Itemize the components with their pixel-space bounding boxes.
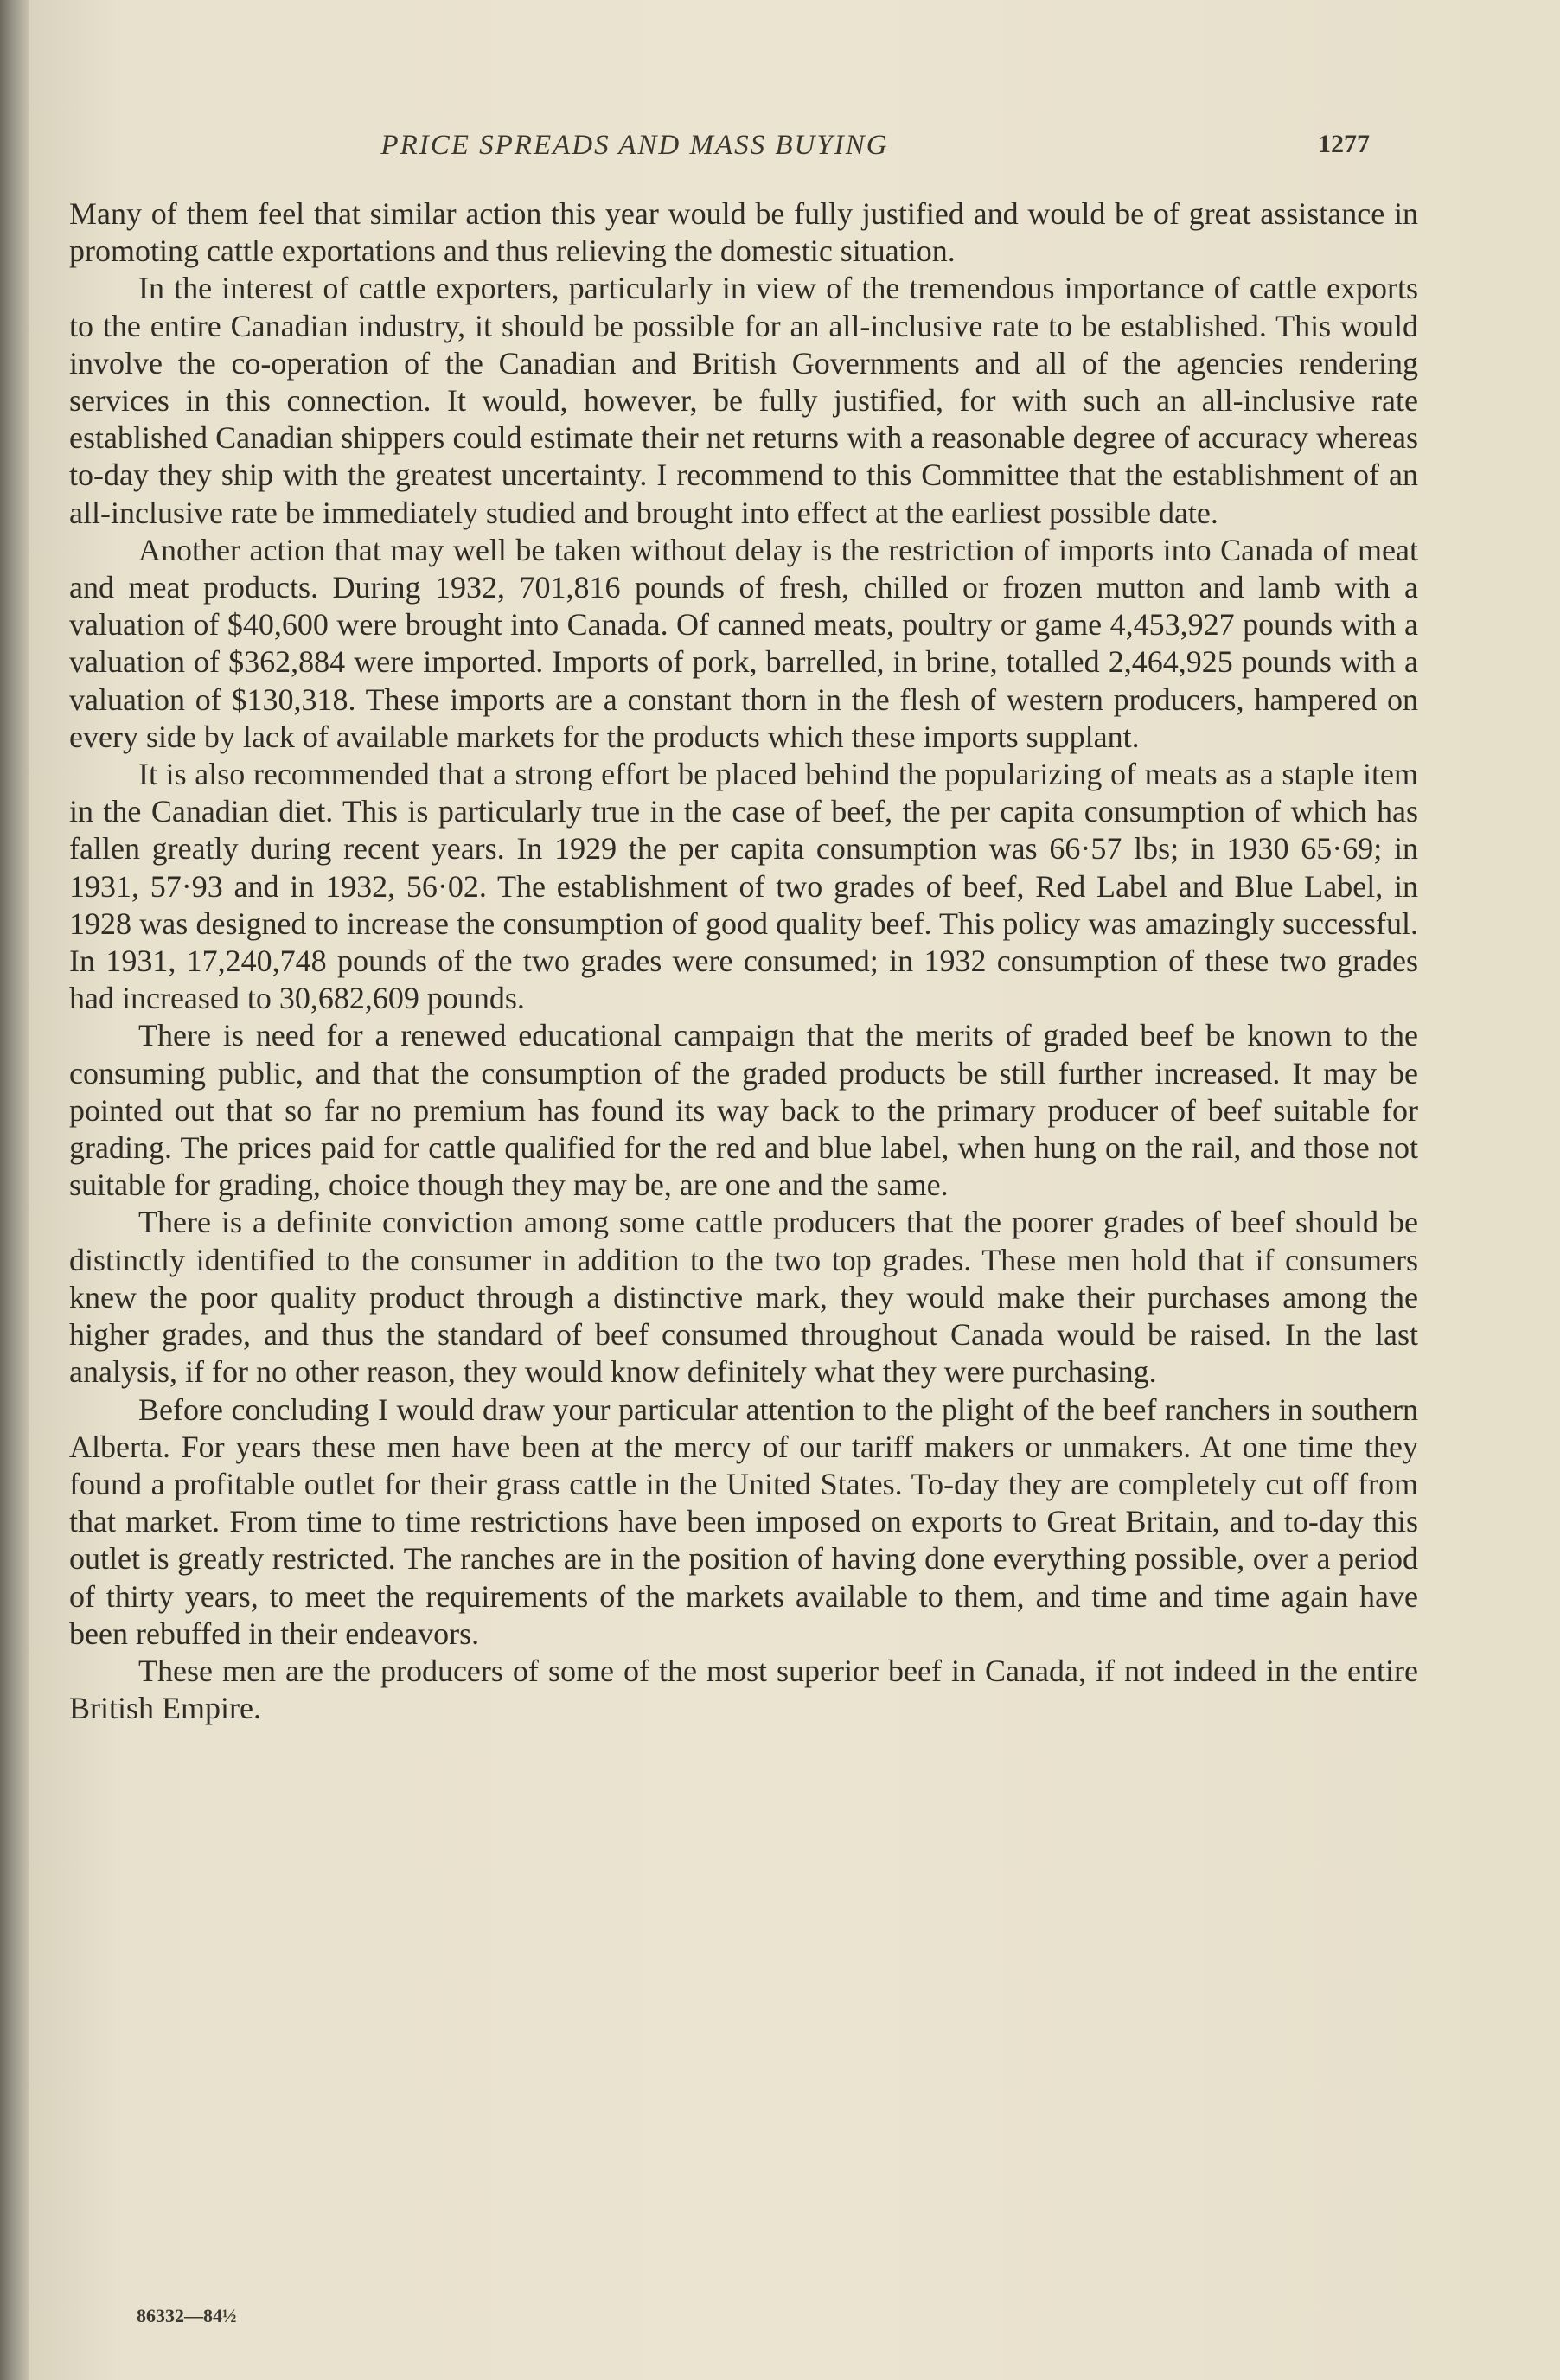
page-number: 1277 <box>1318 130 1370 158</box>
paragraph-8: These men are the producers of some of the most superior beef in Canada, if not indeed in the entire British Empire. <box>69 1653 1418 1726</box>
book-spine <box>0 0 29 2380</box>
printer-code: 86332—84½ <box>137 2305 237 2326</box>
paragraph-1: Many of them feel that similar action this year would be fully justified and would be of great assistance in promoting cattle exportations and thus relieving the domestic situation. <box>69 196 1418 269</box>
body-text <box>69 195 1418 1727</box>
page-header <box>29 130 1387 173</box>
book-page <box>29 0 1560 2380</box>
paragraph-7: Before concluding I would draw your particular attention to the plight of the beef ranchers in southern Alberta. For years these men have been at the mercy of our tariff makers or unmakers. At one time they found a profitable outlet for their grass cattle in the United States. To-day they are completely cut off from that market. From time to time restrictions have been imposed on exports to Great Britain, and to-day this outlet is greatly restricted. The ranches are in the position of having done everything possible, over a period of thirty years, to meet the requirements of the markets available to them, and time and time again have been rebuffed in their endeavors. <box>69 1392 1418 1651</box>
paragraph-2: In the interest of cattle exporters, particularly in view of the tremendous importance of cattle exports to the entire Canadian industry, it should be possible for an all-inclusive rate to be established. This would involve the co-operation of the Canadian and British Governments and all of the agencies rendering services in this connection. It would, however, be fully justified, for with such an all-inclusive rate established Canadian shippers could estimate their net returns with a reasonable degree of accuracy whereas to-day they ship with the greatest uncertainty. I recommend to this Committee that the establishment of an all-inclusive rate be immediately studied and brought into effect at the earliest possible date. <box>69 271 1418 530</box>
paragraph-5: There is need for a renewed educational campaign that the merits of graded beef be known to the consuming public, and that the consumption of the graded products be still further increased. It may be pointed out that so far no premium has found its way back to the primary producer of beef suitable for grading. The prices paid for cattle qualified for the red and blue label, when hung on the rail, and those not suitable for grading, choice though they may be, are one and the same. <box>69 1018 1418 1203</box>
running-title: PRICE SPREADS AND MASS BUYING <box>380 130 889 161</box>
paragraph-6: There is a definite conviction among some cattle producers that the poorer grades of beef should be distinctly identified to the consumer in addition to the two top grades. These men hold that if consumers knew the poor quality product through a distinctive mark, they would make their purchases among the higher grades, and thus the standard of beef consumed throughout Canada would be raised. In the last analysis, if for no other reason, they would know definitely what they were purchasing. <box>69 1205 1418 1390</box>
paragraph-3: Another action that may well be taken without delay is the restriction of imports into Canada of meat and meat products. During 1932, 701,816 pounds of fresh, chilled or frozen mutton and lamb with a valuation of $40,600 were brought into Canada. Of canned meats, poultry or game 4,453,927 pounds with a valuation of $362,884 were imported. Imports of pork, barrelled, in brine, totalled 2,464,925 pounds with a valuation of $130,318. These imports are a constant thorn in the flesh of western producers, hampered on every side by lack of available markets for the products which these imports supplant. <box>69 532 1418 754</box>
paragraph-4: It is also recommended that a strong effort be placed behind the popularizing of meats as a staple item in the Canadian diet. This is particularly true in the case of beef, the per capita consumption of which has fallen greatly during recent years. In 1929 the per capita consumption was 66·57 lbs; in 1930 65·69; in 1931, 57·93 and in 1932, 56·02. The establishment of two grades of beef, Red Label and Blue Label, in 1928 was designed to increase the consumption of good quality beef. This policy was amazingly successful. In 1931, 17,240,748 pounds of the two grades were consumed; in 1932 consumption of these two grades had increased to 30,682,609 pounds. <box>69 757 1418 1016</box>
